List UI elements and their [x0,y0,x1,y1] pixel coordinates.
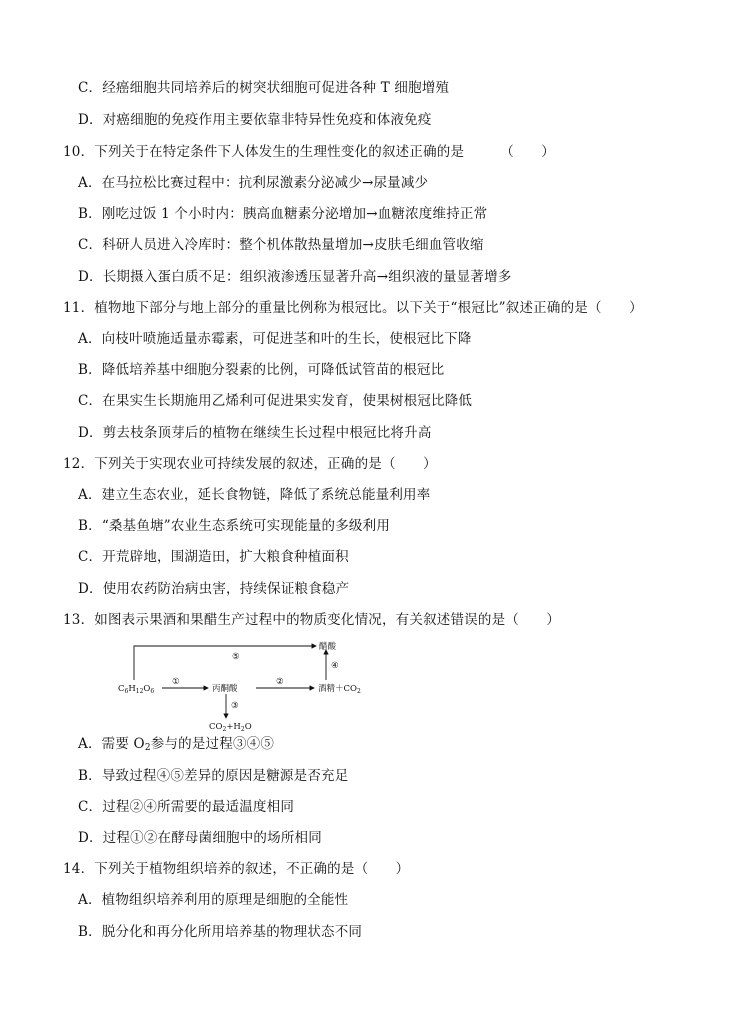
arrow-step5 [134,646,316,680]
step3-label: ③ [231,701,239,711]
q9-option-c: C．经癌细胞共同培养后的树突状细胞可促进各种 T 细胞增殖 [78,80,450,96]
q10-option-a: A．在马拉松比赛过程中：抗利尿激素分泌减少→尿量减少 [78,175,429,191]
glucose-label: $C_6H_{12}O_6$ [118,684,155,695]
pyruvate-label: 丙酮酸 [212,684,238,694]
q13-option-b: B．导致过程④⑤差异的原因是糖源是否充足 [78,768,349,784]
question-12: 12．下列关于实现农业可持续发展的叙述，正确的是（ ） [63,456,437,472]
question-10-answer-paren: （ ） [500,144,555,160]
question-14: 14．下列关于植物组织培养的叙述，不正确的是（ ） [63,861,410,877]
q11-option-c: C．在果实生长期施用乙烯利可促进果实发育，使果树根冠比降低 [78,393,473,409]
step1-label: ① [172,677,180,687]
q11-option-b: B．降低培养基中细胞分裂素的比例，可降低试管苗的根冠比 [78,362,445,378]
q12-option-a: A．建立生态农业，延长食物链，降低了系统总能量利用率 [78,487,431,503]
q12-option-d: D．使用农药防治病虫害，持续保证粮食稳产 [78,581,350,597]
co2-h2o-label: $CO_2+H_2O$ [209,722,252,732]
q13-option-c: C．过程②④所需要的最适温度相同 [78,799,295,815]
q12-option-b: B．“桑基鱼塘”农业生态系统可实现能量的多级利用 [78,518,391,534]
step2-label: ② [276,677,284,687]
question-11: 11．植物地下部分与地上部分的重量比例称为根冠比。以下关于“根冠比”叙述正确的是（ ） [63,300,643,316]
q13-option-d: D．过程①②在酵母菌细胞中的场所相同 [78,830,322,846]
q10-option-d: D．长期摄入蛋白质不足：组织液渗透压显著升高→组织液的量显著增多 [78,269,512,285]
q14-option-b: B．脱分化和再分化所用培养基的物理状态不同 [78,924,363,940]
q14-option-a: A．植物组织培养利用的原理是细胞的全能性 [78,892,349,908]
acetic-acid-label: 醋酸 [319,642,337,652]
q10-option-b: B．刚吃过饭 1 个小时内：胰高血糖素分泌增加→血糖浓度维持正常 [78,206,488,222]
question-13: 13．如图表示果酒和果醋生产过程中的物质变化情况，有关叙述错误的是（ ） [63,612,561,628]
fermentation-pathway-diagram [116,640,376,732]
q12-option-c: C．开荒辟地，围湖造田，扩大粮食种植面积 [78,549,349,565]
q10-option-c: C．科研人员进入冷库时：整个机体散热量增加→皮肤毛细血管收缩 [78,237,484,253]
question-10-text: 10．下列关于在特定条件下人体发生的生理性变化的叙述正确的是 [63,144,465,160]
step5-label: ⑤ [232,652,240,662]
q13-option-a: A．需要 $O_2$参与的是过程③④⑤ [78,736,275,753]
q9-option-d: D．对癌细胞的免疫作用主要依靠非特异性免疫和体液免疫 [78,112,432,128]
step4-label: ④ [331,661,339,671]
q11-option-a: A．向枝叶喷施适量赤霉素，可促进茎和叶的生长，使根冠比下降 [78,331,472,347]
q11-option-d: D．剪去枝条顶芽后的植物在继续生长过程中根冠比将升高 [78,425,432,441]
question-10 [63,143,555,161]
ethanol-co2-label: 酒精$+CO_2$ [318,684,361,695]
